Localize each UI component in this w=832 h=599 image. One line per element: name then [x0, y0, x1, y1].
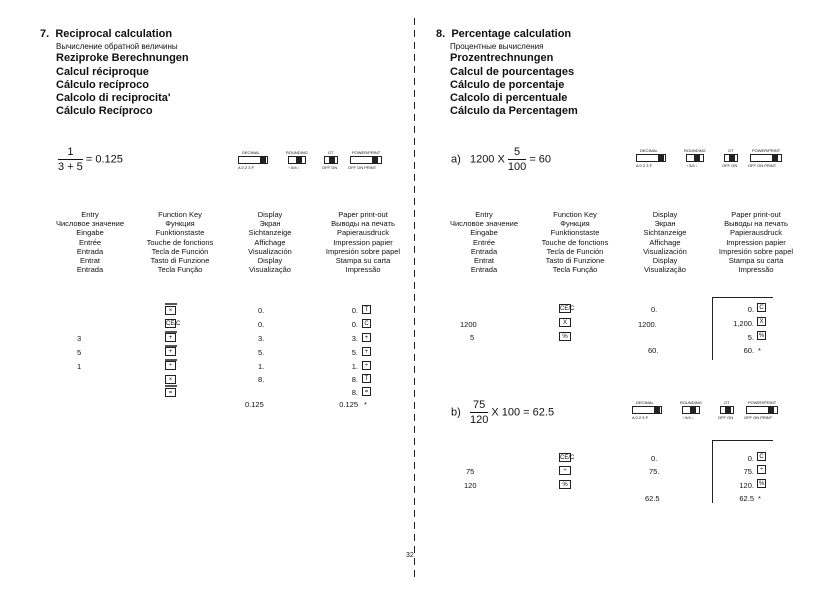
- left-header-paper: Paper print-out Выводы на печать Papierausdruck Impression papier Impresión sobre papel Stampa su carta Impressão: [325, 210, 401, 275]
- left-formula: $\frac{1}{3 + 5}$ = 0.125: [58, 146, 123, 173]
- left-header-entry: Entry Числовое значение Eingabe Entrée Entrada Entrat Entrada: [55, 210, 125, 275]
- key-equals: =: [165, 388, 176, 397]
- key-ce-c: CE/C: [560, 455, 575, 461]
- right-header-entry: Entry Числовое значение Eingabe Entrée Entrada Entrat Entrada: [449, 210, 519, 275]
- key-percent: %: [559, 332, 571, 341]
- right-header-function-key: Function Key Функция Funktionstaste Touche de fonctions Tecla de Función Tasto di Funzione Tecla Função: [541, 210, 609, 275]
- formula-a: a) 1200 X $\frac{5}{100}$ = 60: [451, 146, 552, 173]
- left-title-block: 7. Reciprocal calculation Вычисление обратной величины Reziproke Berechnungen Calcul réciproque Cálculo recíproco Calcolo di reciprocita' Cálculo Recíproco: [40, 28, 189, 118]
- right-header-display: Display Экран Sichtanzeige Affichage Visualización Display Visualização: [643, 210, 687, 275]
- key-divide: ÷: [165, 361, 176, 370]
- key-multiply: ×: [165, 306, 176, 315]
- key-plus: +: [165, 333, 176, 342]
- page-divider: [414, 18, 415, 578]
- key-plus: +: [165, 347, 176, 356]
- key-ce-c: CE/C: [166, 321, 181, 327]
- left-header-display: Display Экран Sichtanzeige Affichage Visualización Display Visualização: [248, 210, 292, 275]
- key-ce-c: CE/C: [560, 306, 575, 312]
- page-number: 32: [406, 552, 414, 559]
- key-multiply: X: [559, 318, 571, 327]
- key-percent: %: [559, 480, 571, 489]
- key-multiply: ×: [165, 375, 176, 384]
- formula-b: b) $\frac{75}{120}$ X 100 = 62.5: [451, 399, 555, 426]
- left-header-function-key: Function Key Функция Funktionstaste Touche de fonctions Tecla de Función Tasto di Funzione Tecla Função: [146, 210, 214, 275]
- right-header-paper: Paper print-out Выводы на печать Papierausdruck Impression papier Impresión sobre papel Stampa su carta Impressão: [718, 210, 794, 275]
- key-divide: ÷: [559, 466, 571, 475]
- right-title-block: 8. Percentage calculation Процентные вычисления Prozentrechnungen Calcul de pourcentages Cálculo de porcentaje Calcolo di percentuale Cálculo da Percentagem: [436, 28, 578, 118]
